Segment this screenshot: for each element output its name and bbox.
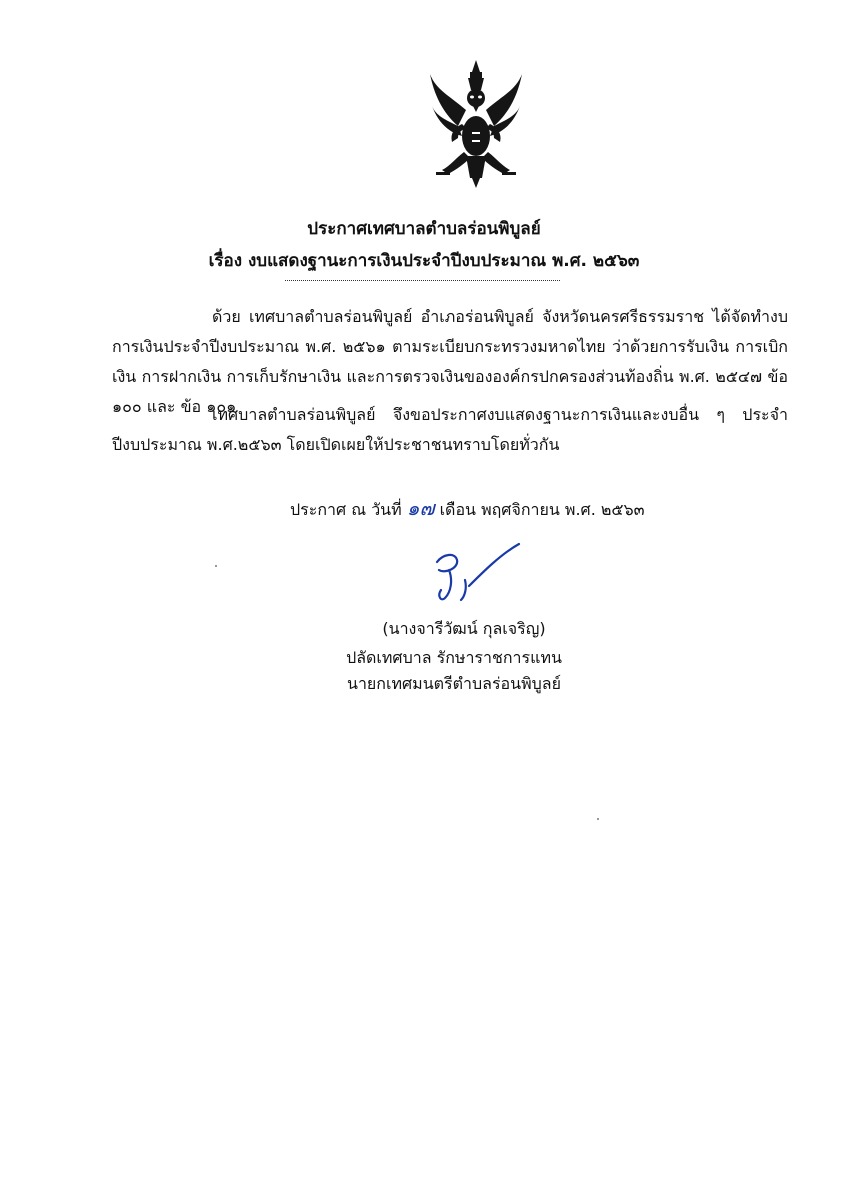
announce-prefix: ประกาศ ณ วันที่ <box>290 500 402 519</box>
signer-position: ปลัดเทศบาล รักษาราชการแทน <box>346 648 562 667</box>
signer-name: (นางจารีวัฒน์ กุลเจริญ) <box>382 619 546 638</box>
announce-day-handwritten: ๑๗ <box>406 496 435 520</box>
body-paragraph-1: ด้วย เทศบาลตำบลร่อนพิบูลย์ อำเภอร่อนพิบูลย์ จังหวัดนครศรีธรรมราช ได้จัดทำงบการเงินประจำปีงบประมาณ พ.ศ. ๒๕๖๑ ตามระเบียบกระทรวงมหาดไทย ว่าด้วยการรับเงิน การเบิกเงิน การฝากเงิน การเก็บรักษาเงิน และการตรวจเงินขององค์กรปกครองส่วนท้องถิ่น พ.ศ. ๒๕๔๗ ข้อ ๑๐๐ และ ข้อ ๑๐๑ <box>112 307 788 416</box>
announcement-date-line <box>290 492 645 524</box>
garuda-emblem-icon <box>428 60 524 188</box>
announce-suffix: เดือน พฤศจิกายน พ.ศ. ๒๕๖๓ <box>439 500 645 519</box>
body-paragraph-2: เทศบาลตำบลร่อนพิบูลย์ จึงขอประกาศงบแสดงฐานะการเงินและงบอื่น ๆ ประจำปีงบประมาณ พ.ศ.๒๕๖๓ โดยเปิดเผยให้ประชาชนทราบโดยทั่วกัน <box>112 405 788 454</box>
handwritten-signature <box>425 540 525 605</box>
scan-speck <box>597 818 599 820</box>
dotted-divider <box>285 280 560 281</box>
announcement-title: ประกาศเทศบาลตำบลร่อนพิบูลย์ <box>307 219 541 239</box>
scan-speck <box>215 565 217 567</box>
signer-position-acting: นายกเทศมนตรีตำบลร่อนพิบูลย์ <box>347 674 561 693</box>
announcement-subject: เรื่อง งบแสดงฐานะการเงินประจำปีงบประมาณ พ.ศ. ๒๕๖๓ <box>208 251 640 271</box>
